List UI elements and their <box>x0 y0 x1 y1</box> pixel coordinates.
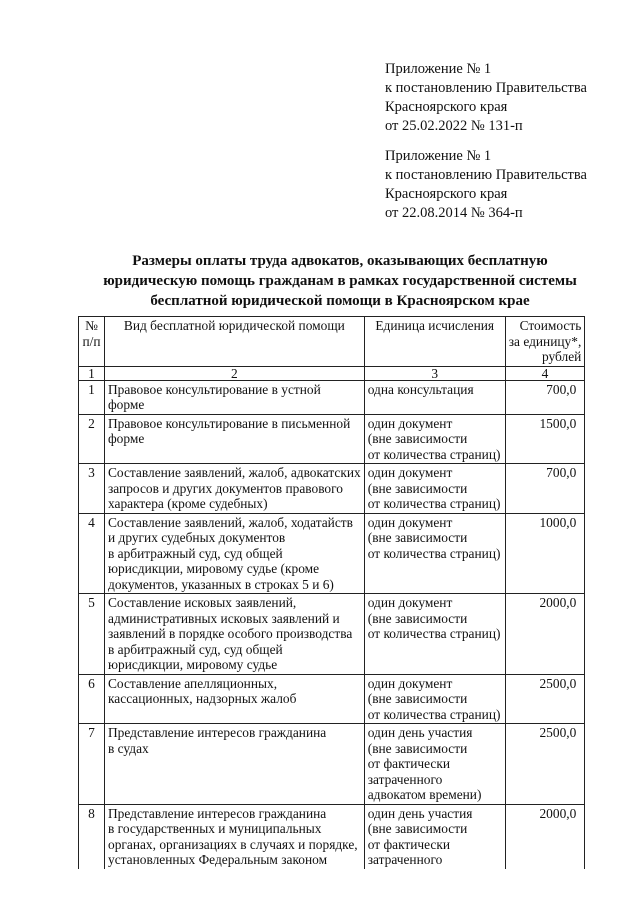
cell-line: затраченного <box>367 852 443 867</box>
row-unit <box>364 594 505 675</box>
appendix-line: от 22.08.2014 № 364-п <box>385 205 523 221</box>
table-row <box>79 414 585 464</box>
cell-line: (вне зависимости <box>367 821 468 836</box>
row-cost: 1500,0 <box>505 414 585 464</box>
column-index: 2 <box>105 366 365 380</box>
cell-line: юрисдикции, мировому судье (кроме <box>108 561 320 576</box>
cell-line: юрисдикции, мировому судье <box>108 657 278 672</box>
cell-line: Составление заявлений, жалоб, адвокатских <box>108 465 361 480</box>
cell-line: один документ <box>367 514 453 530</box>
cell-line: от количества страниц) <box>367 446 501 462</box>
row-type <box>105 380 365 414</box>
row-unit <box>364 674 505 724</box>
cell-line: Составление заявлений, жалоб, ходатайств <box>108 514 353 530</box>
header-line: за единицу*, <box>508 333 582 349</box>
row-cost: 2500,0 <box>505 674 585 724</box>
appendix-line: к постановлению Правительства <box>385 167 587 183</box>
cell-line: один документ <box>367 675 453 691</box>
header-line: рублей <box>542 349 582 364</box>
appendix-note-current <box>385 60 587 136</box>
cell-line: (вне зависимости <box>367 530 468 545</box>
title-line: юридическую помощь гражданам в рамках государственной системы <box>103 273 577 289</box>
cell-line: (вне зависимости <box>367 480 468 496</box>
cell-line: заявлений в порядке особого производства <box>108 626 353 641</box>
cell-line: форме <box>108 431 145 446</box>
row-cost: 2000,0 <box>505 594 585 675</box>
row-type <box>105 594 365 675</box>
cell-line: одна консультация <box>367 381 474 397</box>
header-line: № <box>85 318 98 333</box>
cell-line: характера (кроме судебных) <box>108 496 268 511</box>
cell-line: запросов и других документов правового <box>108 480 343 496</box>
cell-line: органах, организациях в случаях и порядке, <box>108 836 358 852</box>
row-cost: 700,0 <box>505 380 585 414</box>
cell-line: один документ <box>367 595 453 610</box>
header-line: Вид бесплатной юридической помощи <box>123 318 345 333</box>
header-line: Единица исчисления <box>375 318 495 333</box>
cell-line: установленных Федеральным законом <box>108 852 328 867</box>
cell-line: Составление исковых заявлений, <box>108 595 297 610</box>
row-cost: 1000,0 <box>505 513 585 594</box>
cell-line: (вне зависимости <box>367 691 468 706</box>
cell-line: от фактически <box>367 836 451 852</box>
column-index: 1 <box>79 366 105 380</box>
appendix-line: Приложение № 1 <box>385 61 492 77</box>
row-type <box>105 724 365 805</box>
cell-line: Представление интересов гражданина <box>108 805 327 821</box>
cell-line: (вне зависимости <box>367 740 468 756</box>
cell-line: затраченного <box>367 771 443 787</box>
cell-line: кассационных, надзорных жалоб <box>108 691 297 706</box>
cell-line: один документ <box>367 415 453 431</box>
cell-line: от количества страниц) <box>367 626 501 641</box>
row-num: 8 <box>79 804 105 869</box>
cell-line: (вне зависимости <box>367 610 468 626</box>
cell-line: форме <box>108 397 145 412</box>
appendix-line: Приложение № 1 <box>385 148 492 164</box>
column-index-row <box>79 366 585 380</box>
row-num: 2 <box>79 414 105 464</box>
row-unit <box>364 513 505 594</box>
cell-line: Правовое консультирование в устной <box>108 381 321 397</box>
cell-line: от фактически <box>367 756 451 771</box>
column-index: 3 <box>364 366 505 380</box>
payment-rates-table <box>78 316 585 869</box>
cell-line: от количества страниц) <box>367 706 501 722</box>
document-title <box>60 251 620 311</box>
table-row <box>79 674 585 724</box>
cell-line: один день участия <box>367 725 473 740</box>
cell-line: в государственных и муниципальных <box>108 821 322 836</box>
cell-line: Составление апелляционных, <box>108 675 278 691</box>
row-num: 5 <box>79 594 105 675</box>
row-cost: 700,0 <box>505 464 585 514</box>
row-num: 6 <box>79 674 105 724</box>
cell-line: в арбитражный суд, суд общей <box>108 641 283 657</box>
row-unit <box>364 464 505 514</box>
table-row <box>79 464 585 514</box>
row-unit <box>364 804 505 869</box>
table-row <box>79 380 585 414</box>
cell-line: в арбитражный суд, суд общей <box>108 545 283 561</box>
title-line: бесплатной юридической помощи в Красноярском крае <box>150 293 530 309</box>
cell-line: в судах <box>108 740 149 756</box>
cell-line: от количества страниц) <box>367 545 501 561</box>
column-index: 4 <box>505 366 585 380</box>
table-row <box>79 804 585 869</box>
table-row <box>79 724 585 805</box>
row-type <box>105 674 365 724</box>
cell-line: от количества страниц) <box>367 496 501 511</box>
row-num: 1 <box>79 380 105 414</box>
row-type <box>105 804 365 869</box>
table-row <box>79 513 585 594</box>
row-num: 3 <box>79 464 105 514</box>
row-unit <box>364 724 505 805</box>
row-type <box>105 414 365 464</box>
header-line: Стоимость <box>519 318 582 333</box>
cell-line: один документ <box>367 465 453 480</box>
header-unit <box>364 317 505 367</box>
header-type <box>105 317 365 367</box>
cell-line: один день участия <box>367 805 473 821</box>
cell-line: Представление интересов гражданина <box>108 725 327 740</box>
cell-line: адвокатом времени) <box>367 787 482 802</box>
row-unit <box>364 414 505 464</box>
header-line: п/п <box>82 333 101 349</box>
row-type <box>105 513 365 594</box>
cell-line: документов, указанных в строках 5 и 6) <box>108 576 334 592</box>
cell-line: административных исковых заявлений и <box>108 610 340 626</box>
appendix-note-original <box>385 147 587 223</box>
appendix-line: к постановлению Правительства <box>385 80 587 96</box>
table-header-row <box>79 317 585 367</box>
appendix-line: от 25.02.2022 № 131-п <box>385 118 523 134</box>
row-cost: 2500,0 <box>505 724 585 805</box>
title-line: Размеры оплаты труда адвокатов, оказывающих бесплатную <box>132 253 548 269</box>
row-unit <box>364 380 505 414</box>
cell-line: Правовое консультирование в письменной <box>108 415 351 431</box>
cell-line: и других судебных документов <box>108 530 286 545</box>
cell-line: (вне зависимости <box>367 431 468 446</box>
appendix-line: Красноярского края <box>385 186 508 202</box>
row-num: 4 <box>79 513 105 594</box>
header-num <box>79 317 105 367</box>
row-cost: 2000,0 <box>505 804 585 869</box>
row-type <box>105 464 365 514</box>
table-row <box>79 594 585 675</box>
header-cost <box>505 317 585 367</box>
row-num: 7 <box>79 724 105 805</box>
appendix-line: Красноярского края <box>385 99 508 115</box>
